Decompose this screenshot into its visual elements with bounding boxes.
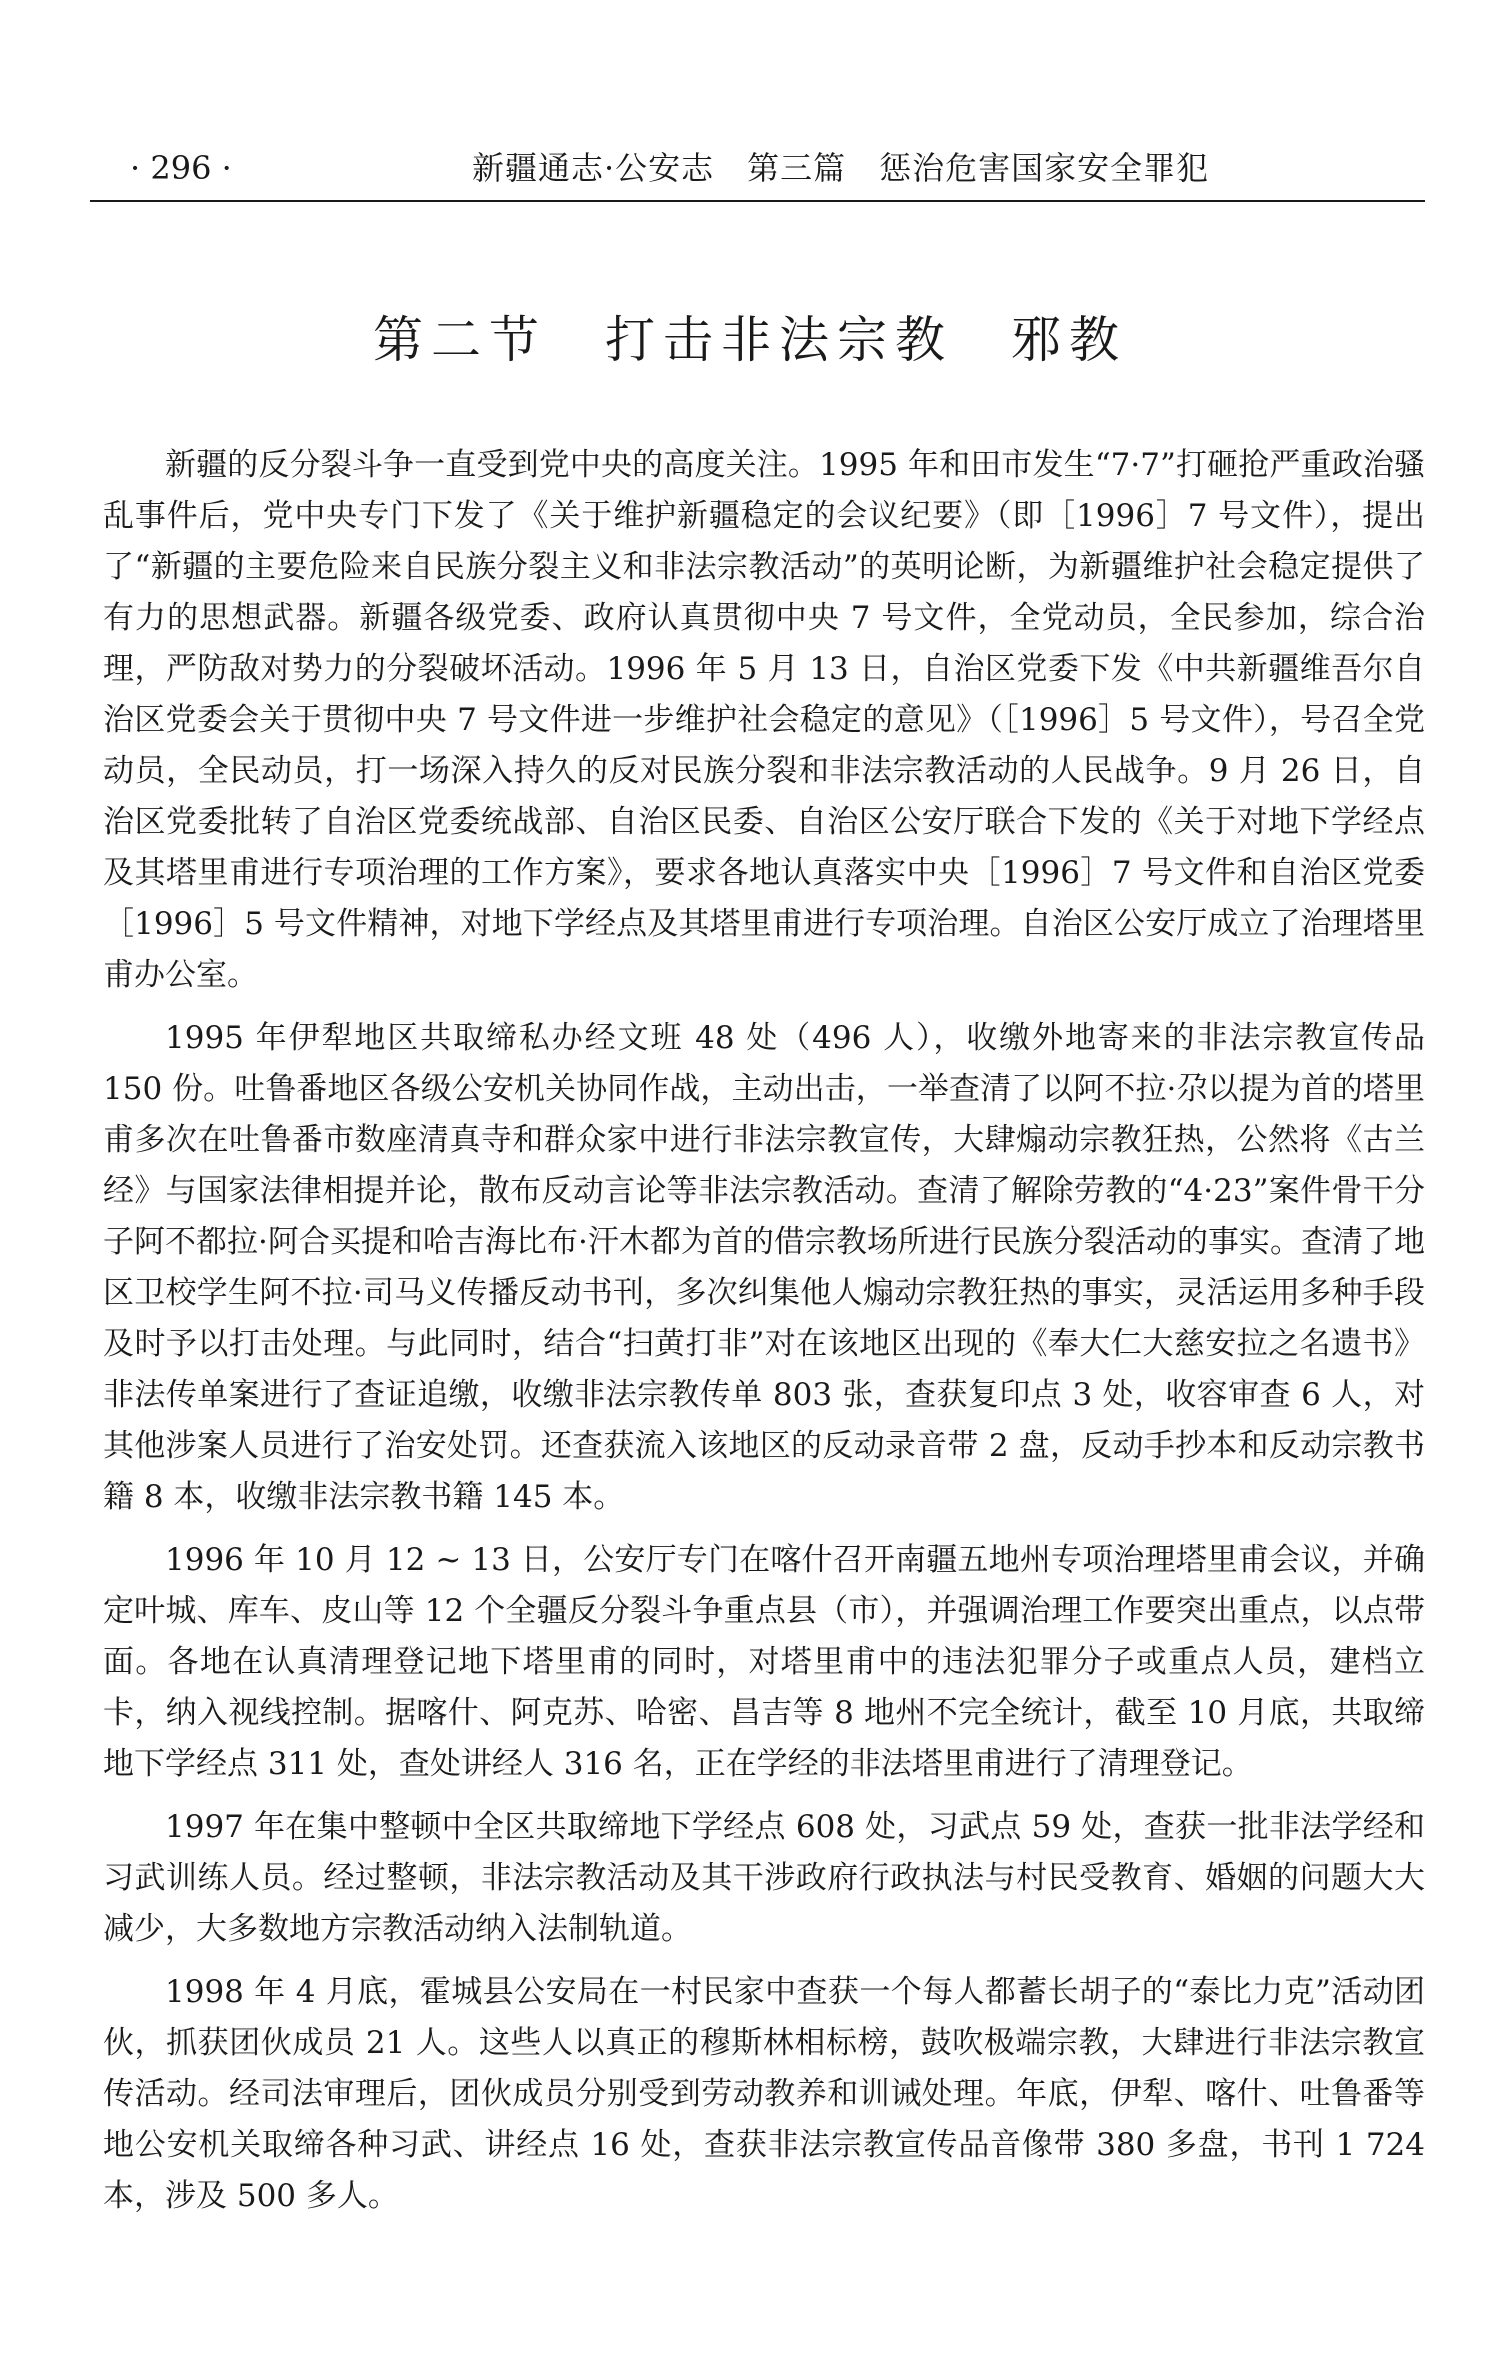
running-header (90, 138, 1425, 198)
paragraph: 1998 年 4 月底，霍城县公安局在一村民家中查获一个每人都蓄长胡子的“泰比力克”活动团伙，抓获团伙成员 21 人。这些人以真正的穆斯林相标榜，鼓吹极端宗教，大肆进行非法宗教宣传活动。经司法审理后，团伙成员分别受到劳动教养和训诫处理。年底，伊犁、喀什、吐鲁番等地公安机关取缔各种习武、讲经点 16 处，查获非法宗教宣传品音像带 380 多盘，书刊 1 724 本，涉及 500 多人。 (103, 1974, 1425, 2214)
running-title: 新疆通志·公安志 第三篇 惩治危害国家安全罪犯 (472, 149, 1210, 187)
paragraph: 新疆的反分裂斗争一直受到党中央的高度关注。1995 年和田市发生“7·7”打砸抢严重政治骚乱事件后，党中央专门下发了《关于维护新疆稳定的会议纪要》（即［1996］7 号文件），提出了“新疆的主要危险来自民族分裂主义和非法宗教活动”的英明论断，为新疆维护社会稳定提供了有力的思想武器。新疆各级党委、政府认真贯彻中央 7 号文件，全党动员，全民参加，综合治理，严防敌对势力的分裂破坏活动。1996 年 5 月 13 日，自治区党委下发《中共新疆维吾尔自治区党委会关于贯彻中央 7 号文件进一步维护社会稳定的意见》（［1996］5 号文件），号召全党动员，全民动员，打一场深入持久的反对民族分裂和非法宗教活动的人民战争。9 月 26 日，自治区党委批转了自治区党委统战部、自治区民委、自治区公安厅联合下发的《关于对地下学经点及其塔里甫进行专项治理的工作方案》，要求各地认真落实中央［1996］7 号文件和自治区党委［1996］5 号文件精神，对地下学经点及其塔里甫进行专项治理。自治区公安厅成立了治理塔里甫办公室。 (103, 447, 1425, 993)
page-number: · 296 · (130, 149, 232, 187)
paragraph: 1997 年在集中整顿中全区共取缔地下学经点 608 处，习武点 59 处，查获一批非法学经和习武训练人员。经过整顿，非法宗教活动及其干涉政府行政执法与村民受教育、婚姻的问题大大减少，大多数地方宗教活动纳入法制轨道。 (103, 1809, 1425, 1947)
header-divider (90, 200, 1425, 202)
paragraph: 1995 年伊犁地区共取缔私办经文班 48 处（496 人），收缴外地寄来的非法宗教宣传品 150 份。吐鲁番地区各级公安机关协同作战，主动出击，一举查清了以阿不拉·尕以提为首的塔里甫多次在吐鲁番市数座清真寺和群众家中进行非法宗教宣传，大肆煽动宗教狂热，公然将《古兰经》与国家法律相提并论，散布反动言论等非法宗教活动。查清了解除劳教的“4·23”案件骨干分子阿不都拉·阿合买提和哈吉海比布·汗木都为首的借宗教场所进行民族分裂活动的事实。查清了地区卫校学生阿不拉·司马义传播反动书刊，多次纠集他人煽动宗教狂热的事实，灵活运用多种手段及时予以打击处理。与此同时，结合“扫黄打非”对在该地区出现的《奉大仁大慈安拉之名遗书》非法传单案进行了查证追缴，收缴非法宗教传单 803 张，查获复印点 3 处，收容审查 6 人，对其他涉案人员进行了治安处罚。还查获流入该地区的反动录音带 2 盘，反动手抄本和反动宗教书籍 8 本，收缴非法宗教书籍 145 本。 (103, 1020, 1425, 1515)
paragraph: 1996 年 10 月 12 ~ 13 日，公安厅专门在喀什召开南疆五地州专项治理塔里甫会议，并确定叶城、库车、皮山等 12 个全疆反分裂斗争重点县（市），并强调治理工作要突出重点，以点带面。各地在认真清理登记地下塔里甫的同时，对塔里甫中的违法犯罪分子或重点人员，建档立卡，纳入视线控制。据喀什、阿克苏、哈密、昌吉等 8 地州不完全统计，截至 10 月底，共取缔地下学经点 311 处，查处讲经人 316 名，正在学经的非法塔里甫进行了清理登记。 (103, 1542, 1425, 1782)
section-title: 第二节 打击非法宗教 邪教 (373, 311, 1127, 369)
body-text (103, 440, 1425, 2234)
